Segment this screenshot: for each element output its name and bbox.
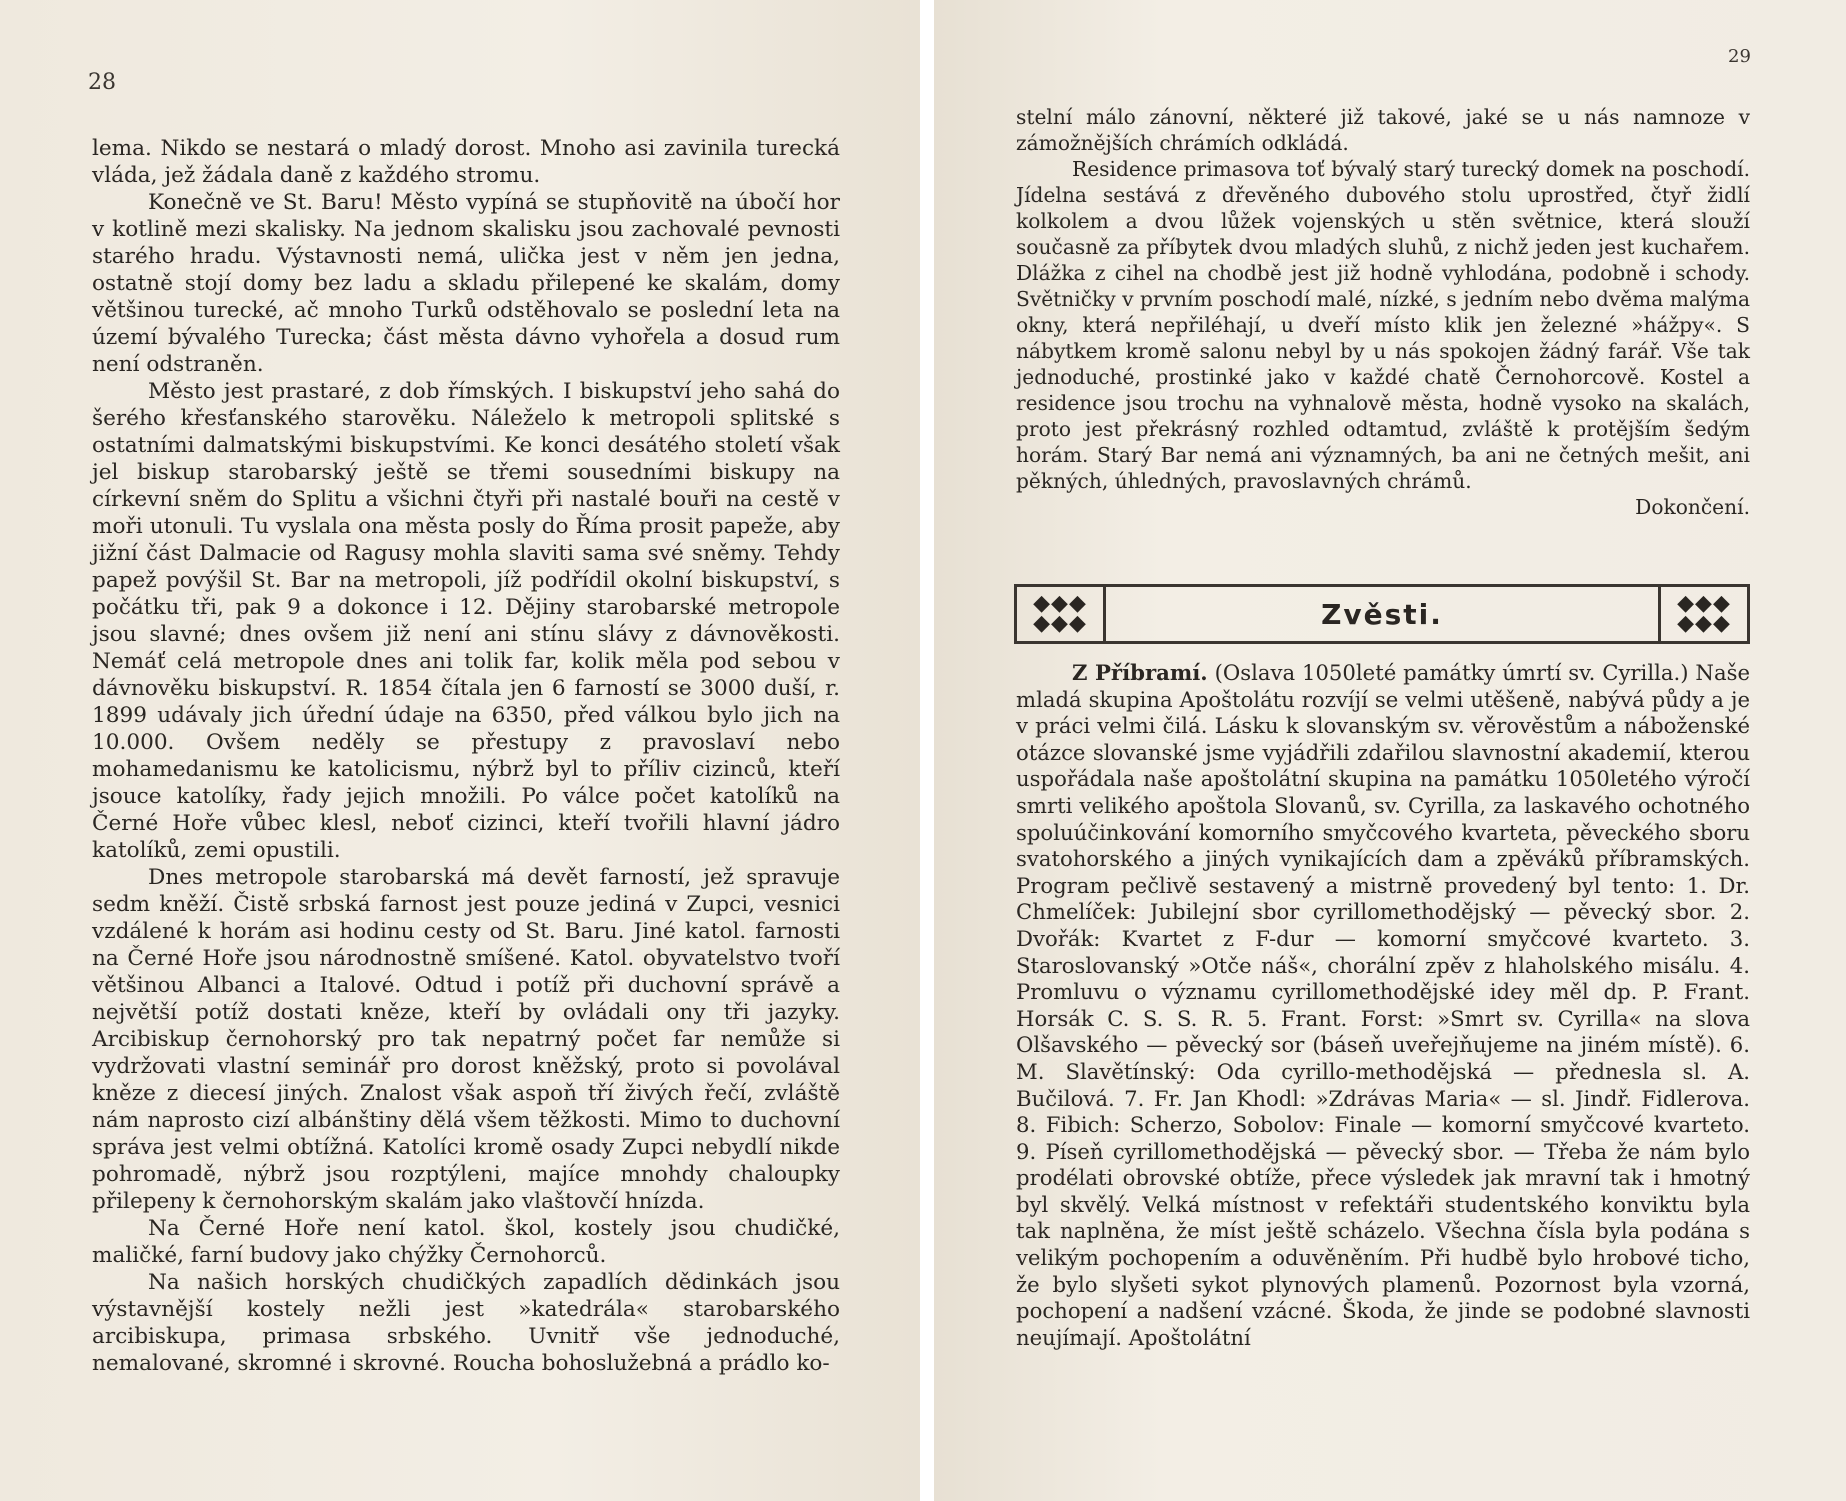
page-number-right: 29 [1728,46,1751,67]
paragraph: Na Černé Hoře není katol. škol, kostely jsou chudičké, maličké, farní budovy jako chýžky Černohorců. [92,1216,840,1268]
closing-note: Dokončení. [1635,495,1750,519]
news-text [1016,660,1750,1351]
page-number-left: 28 [88,70,116,95]
paragraph: Na našich horských chudičkých zapadlích dědinkách jsou výstavnější kostely nežli jest »katedrála« starobarského arcibiskupa, primasa srbského. Uvnitř vše jednoduché, nemalované, skromné i skrovné. Roucha bohoslužebná a prádlo ko- [92,1270,840,1376]
news-paragraph [1016,660,1750,1351]
left-page [0,0,920,1501]
news-body: (Oslava 1050leté památky úmrtí sv. Cyrilla.) Naše mladá skupina Apoštolátu rozvíjí se velmi utěšeně, nabývá půdy a je v práci velmi čilá. Lásku k slovanským sv. věrověstům a náboženské otázce slovanské jsme vyjádřili zdařilou slavnostní akademií, kterou uspořádala naše apoštolátní skupina na památku 1050letého výročí smrti velikého apoštola Slovanů, sv. Cyrilla, za laskavého ochotného spoluúčinkování komorního smyčcového kvarteta, pěveckého sboru svatohorského a jiných vynikajících dam a zpěváků příbramských. Program pečlivě sestavený a mistrně provedený byl tento: 1. Dr. Chmelíček: Jubilejní sbor cyrillomethodějský — pěvecký sbor. 2. Dvořák: Kvartet z F-dur — komorní smyčcové kvarteto. 3. Staroslovanský »Otče náš«, chorální zpěv z hlaholského misálu. 4. Promluvu o významu cyrillomethodějské idey měl dp. P. Frant. Horsák C. S. S. R. 5. Frant. Forst: »Smrt sv. Cyrilla« na slova Olšavského — pěvecký sor (báseň uveřejňujeme na jiném místě). 6. M. Slavětínský: Oda cyrillo-methodějská — přednesla sl. A. Bučilová. 7. Fr. Jan Khodl: »Zdrávas Maria« — sl. Jindř. Fidlerova. 8. Fibich: Scherzo, Sobolov: Finale — komorní smyčcové kvarteto. 9. Píseň cyrillomethodějská — pěvecký sbor. — Třeba že nám bylo prodélati obrovské obtíže, přece výsledek jak mravní tak i hmotný byl skvělý. Velká místnost v refektáři studentského konviktu byla tak naplněna, že míst ještě scházelo. Všechna čísla byla podána s velikým pochopením a oduvěněním. Při hudbě bylo hrobové ticho, že bylo slyšeti sykot plynových plamenů. Pozornost byla vzorná, pochopení a nadšení vzácné. Škoda, že jinde se podobné slavnosti neujímají. Apoštolátní [1016,660,1750,1350]
section-title: Zvěsti. [1321,597,1443,631]
ornament-diamonds-icon: ◆◆◆ ◆◆◆ [1017,587,1106,641]
paragraph: Residence primasova toť bývalý starý turecký domek na poschodí. Jídelna sestává z dřevěného dubového stolu uprostřed, čtyř židlí kolkolem a dvou lůžek vojenských u stěn světnice, která slouží současně za příbytek dvou mladých sluhů, z nichž jeden jest kuchařem. Dlážka z cihel na chodbě jest již hodně vyhlodána, podobně i schody. Světničky v prvním poschodí malé, nízké, s jedním nebo dvěma malýma okny, která nepřiléhají, u dveří místo klik jen železné »hážpy«. S nábytkem kromě salonu nebyl by u nás spokojen žádný farář. Vše tak jednoduché, prostinké jako v každé chatě Černohorcově. Kostel a residence jsou trochu na vyhnalově města, hodně vysoko na skalách, proto jest překrásný rozhled odtamtud, zvláště k protějším šedým horám. Starý Bar nemá ani významných, ba ani ne četných mešit, ani pěkných, úhledných, pravoslavných chrámů. [1016,157,1750,493]
ornament-diamonds-icon: ◆◆◆ ◆◆◆ [1658,587,1747,641]
paragraph: Město jest prastaré, z dob římských. I biskupství jeho sahá do šerého křesťanského starověku. Náleželo k metropoli splitské s ostatními dalmatskými biskupstvími. Ke konci desátého století však jel biskup starobarský ještě se třemi sousedními biskupy na církevní sněm do Splitu a všichni čtyři při nastalé bouři na cestě v moři utonuli. Tu vyslala ona města posly do Říma prosit papeže, aby jižní část Dalmacie od Ragusy mohla slaviti sama své sněmy. Tehdy papež povýšil St. Bar na metropoli, jíž podřídil okolní biskupství, s počátku tři, pak 9 a dokonce i 12. Dějiny starobarské metropole jsou slavné; dnes ovšem již není ani stínu slávy z dávnověkosti. Nemáť celá metropole dnes ani tolik far, kolik měla pod sebou v dávnověku biskupství. R. 1854 čítala jen 6 farností se 3000 duší, r. 1899 udávaly jich úřední údaje na 6350, před válkou bylo jich na 10.000. Ovšem neděly se přestupy z pravoslaví nebo mohamedanismu ke katolicismu, nýbrž byl to příliv cizinců, kteří jsouce katolíky, řady jejich množili. Po válce počet katolíků na Černé Hoře vůbec klesl, neboť cizinci, kteří tvořili hlavní jádro katolíků, zemi opustili. [92,379,840,863]
news-lead: Z Příbramí. [1072,660,1208,685]
left-page-text [92,135,840,1377]
section-header [1014,584,1750,644]
paragraph: Konečně ve St. Baru! Město vypíná se stupňovitě na úbočí hor v kotlině mezi skalisky. Na jednom skalisku jsou zachovalé pevnosti starého hradu. Výstavnosti nemá, ulička jest v něm jen jedna, ostatně stojí domy bez ladu a skladu přilepené ke skalám, domy většinou turecké, ač mnoho Turků odstěhovalo se poslední leta na území bývalého Turecka; část města dávno vyhořela a dosud rum není odstraněn. [92,190,840,377]
paragraph: lema. Nikdo se nestará o mladý dorost. Mnoho asi zavinila turecká vláda, jež žádala daně z každého stromu. [92,136,840,188]
paragraph: stelní málo zánovní, některé již takové, jaké se u nás namnoze v zámožnějších chrámích odkládá. [1016,105,1750,155]
page-gutter [920,0,934,1501]
paragraph: Dnes metropole starobarská má devět farností, jež spravuje sedm kněží. Čistě srbská farnost jest pouze jediná v Zupci, vesnici vzdálené k horám asi hodinu cesty od St. Baru. Jiné katol. farnosti na Černé Hoře jsou národnostně smíšené. Katol. obyvatelstvo tvoří většinou Albanci a Italové. Odtud i potíž při duchovní správě a největší potíž dostati kněze, kteří by ovládali ony tři jazyky. Arcibiskup černohorský pro tak nepatrný počet far nemůže si vydržovati vlastní seminář pro dorost kněžský, proto si povolával kněze z diecesí jiných. Znalost však aspoň tří živých řečí, zvláště nám naprosto cizí albánštiny dělá všem těžkosti. Mimo to duchovní správa jest velmi obtížná. Katolíci kromě osady Zupci nebydlí nikde pohromadě, nýbrž jsou rozptýleni, majíce mnohdy chaloupky přilepeny k černohorským skalám jako vlaštovčí hnízda. [92,865,840,1214]
right-page-text [1016,104,1750,520]
